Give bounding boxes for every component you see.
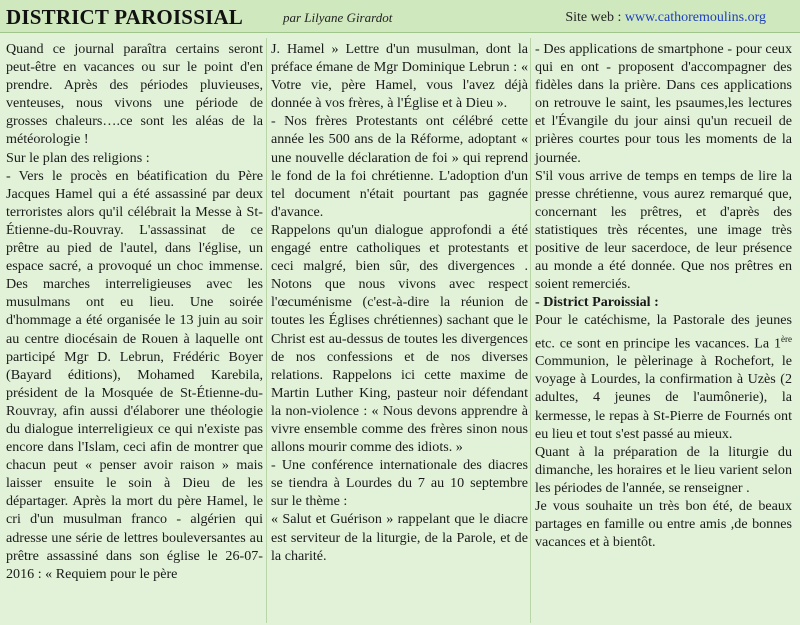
paragraph: Quand ce journal paraîtra certains seront peut-être en vacances ou sur le point d'en prendre. Après des périodes pluvieuses, venteuses, nous vivons une période de grosses chaleurs….ce sont les aléas de la météorologie !	[6, 41, 263, 148]
section-heading: - District Paroissial :	[535, 294, 659, 311]
column-divider	[530, 38, 531, 623]
page-title: DISTRICT PAROISSIAL	[6, 5, 244, 29]
paragraph: - Des applications de smartphone - pour ceux qui en ont - proposent d'accompagner des fidèles dans la prière. Dans ces applications on retrouve le saint, les psaumes,les lectures et l'Évangile du jour ainsi qu'un recueil de prières courtes pour tous les moments de la journée.	[535, 41, 792, 166]
paragraph: « Salut et Guérison » rappelant que le diacre est serviteur de la liturgie, de la Parole, et de la charité.	[271, 511, 528, 564]
paragraph: Je vous souhaite un très bon été, de beaux partages en famille ou entre amis ,de bonnes vacances et à bientôt.	[535, 498, 792, 551]
article-column-3	[535, 40, 792, 551]
paragraph: - Vers le procès en béatification du Père Jacques Hamel qui a été assassiné par deux terroristes alors qu'il célébrait la Messe à St-Étienne-du-Rouvray. L'assassinat de ce prêtre au pied de l'autel, dans l'église, un espace sacré, a provoqué un choc immense. Des marches interreligieuses avec les musulmans ont eu lieu. Une soirée d'hommage a été organisée le 13 juin au soir au centre diocésain de Rouen à laquelle ont participé Mgr D. Lebrun, Frédéric Boyer (Bayard éditions), Mohamed Karebila, président de la Mosquée de St-Étienne-du-Rouvray, afin aussi d'élaborer une théologie du dialogue interreligieux ce qui n'existe pas encore dans l'Islam, ceci afin de montrer que chacun peut « penser avoir raison » mais laisser ensuite le soin à Dieu de les départager. Après la mort du père Hamel, le cri d'un musulman franco - algérien qui adresse une série de lettres bouleversantes au prêtre assassiné dans son église le 26-07-2016 : « Requiem pour le père	[6, 167, 263, 582]
page-header	[0, 0, 800, 33]
paragraph: J. Hamel » Lettre d'un musulman, dont la préface émane de Mgr Dominique Lebrun : « Votre vie, père Hamel, vous l'avez déjà donnée à vos frères, à l'Église et à Dieu ».	[271, 41, 528, 112]
text-span: Communion, le pèlerinage à Rochefort, le voyage à Lourdes, la confirmation à Uzès (2 adultes, 4 jeunes de l'aumônerie), la kermesse, le repas à St-Pierre de Fournés ont eu lieu et tout s'est passé au mieux.	[535, 353, 792, 442]
paragraph: Rappelons qu'un dialogue approfondi a été engagé entre catholiques et protestants et ceci malgré, bien sûr, des divergences . Notons que nous vivons avec respect l'œcuménisme (c'est-à-dire la réunion de toutes les Églises chrétiennes) sachant que le Christ est au-dessus de toutes les divergences de nos confessions et de nos diverses relations. Rappelons ici cette maxime de Martin Luther King, pasteur noir défendant la non-violence : « Nous devons apprendre à vivre ensemble comme des frères sinon nous allons mourir comme des idiots. »	[271, 221, 528, 456]
superscript: ère	[781, 333, 792, 344]
website-line	[565, 10, 766, 26]
paragraph: - Nos frères Protestants ont célébré cette année les 500 ans de la Réforme, adoptant « une nouvelle déclaration de foi » qui reprend le fond de la foi chrétienne. L'adoption d'un tel document n'était pourtant pas gagnée d'avance.	[271, 113, 528, 220]
website-link[interactable]: www.cathoremoulins.org	[624, 10, 766, 25]
column-divider	[266, 38, 267, 623]
paragraph: - Une conférence internationale des diacres se tiendra à Lourdes du 7 au 10 septembre sur le thème :	[271, 457, 528, 510]
paragraph: Quant à la préparation de la liturgie du dimanche, les horaires et le lieu varient selon les périodes de l'année, se renseigner .	[535, 443, 792, 496]
website-label: Site web :	[565, 10, 625, 25]
article-column-1	[6, 40, 263, 583]
paragraph	[535, 311, 792, 442]
author-byline: par Lilyane Girardot	[283, 10, 393, 25]
paragraph: Sur le plan des religions :	[6, 149, 150, 166]
text-span: Pour le catéchisme, la Pastorale des jeunes etc. ce sont en principe les vacances. La 1	[535, 312, 792, 352]
paragraph: S'il vous arrive de temps en temps de lire la presse chrétienne, vous aurez remarqué que, concernant les prêtres, et d'après des statistiques très récentes, une image très positive de leur sacerdoce, de leur présence au monde a été donnée. Que nos prêtres en soient remerciés.	[535, 167, 792, 293]
article-column-2	[271, 40, 528, 565]
